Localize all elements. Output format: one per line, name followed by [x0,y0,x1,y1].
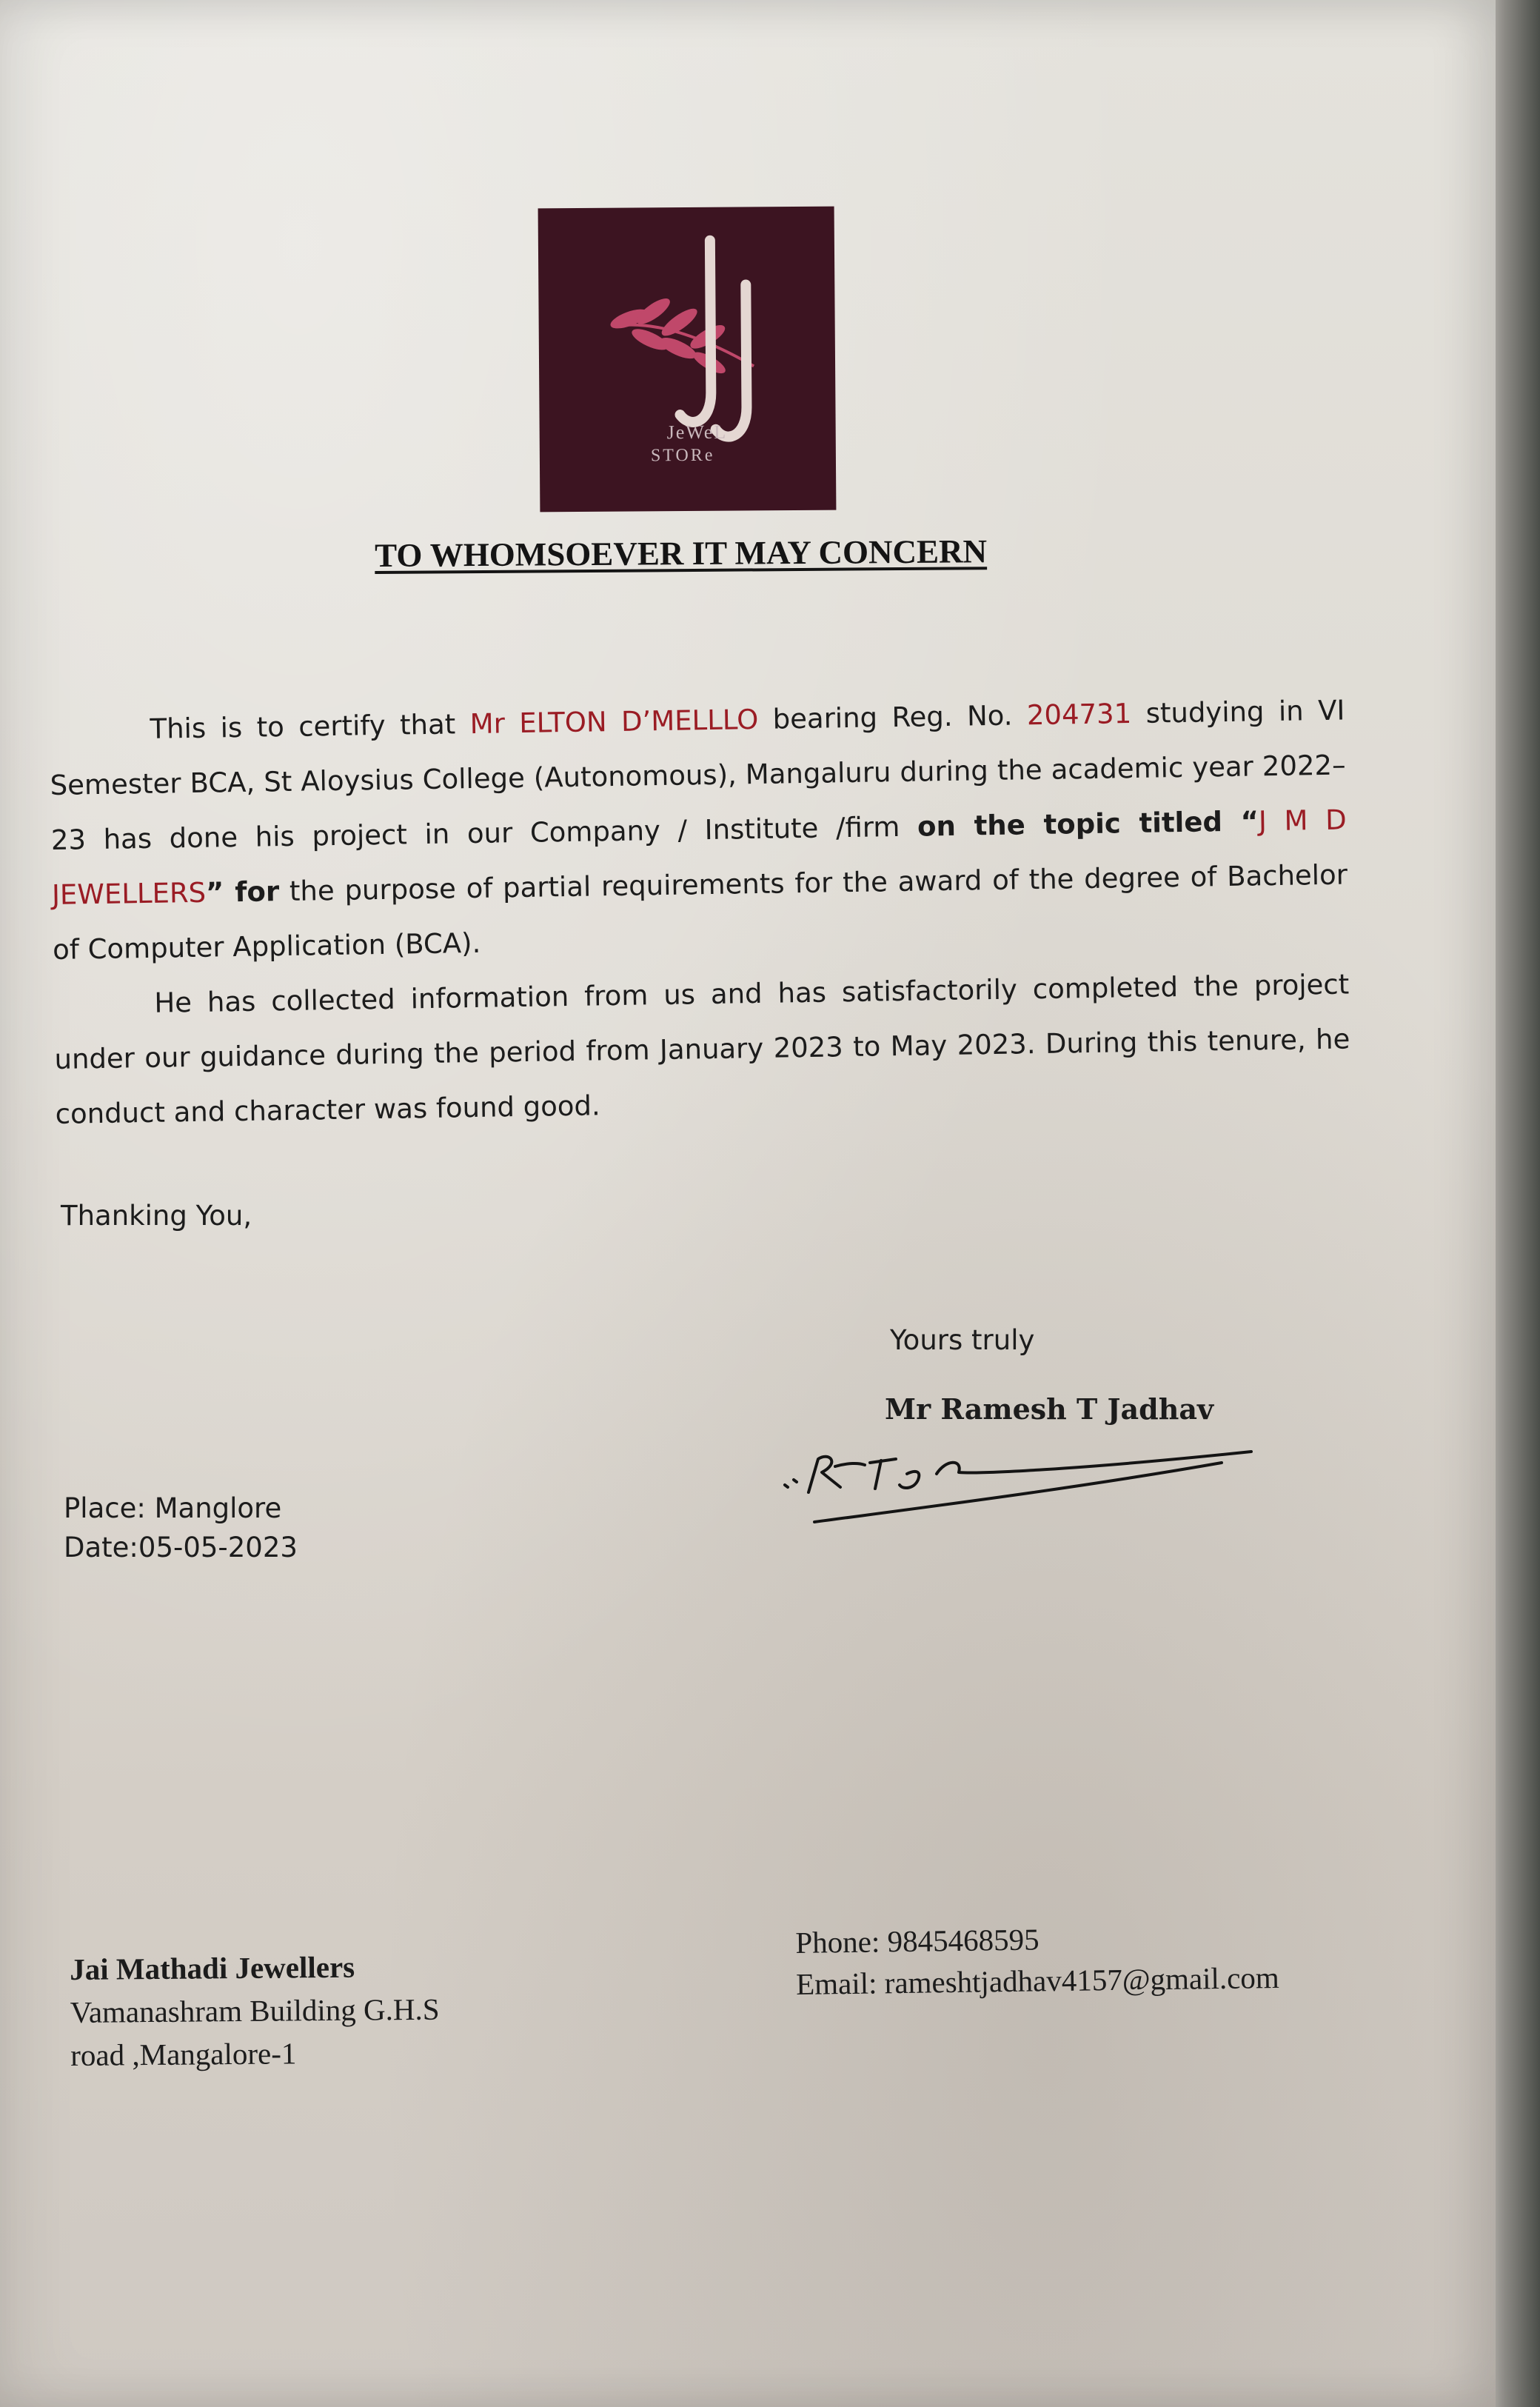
address-line-2: road ,Mangalore-1 [70,2036,297,2072]
date-line: Date:05-05-2023 [64,1532,298,1563]
leaf-branch-icon [609,294,754,378]
signatory-name: Mr Ramesh T Jadhav [885,1392,1214,1426]
certification-paragraph [49,684,1349,978]
para1-text-d: on the topic titled “ [917,805,1259,843]
logo-text-line1: JeWeL [666,421,728,444]
para1-text-a: This is to certify that [150,708,471,745]
company-address-block [70,1945,440,2077]
para1-text-b: bearing Reg. No. [757,699,1028,735]
company-logo [538,207,837,513]
logo-text-line2: STORe [650,445,715,466]
para1-text-c: studying in VI Semester BCA, St Aloysius College (Autonomous), Mangaluru during the academic year 2022– 23 has done his project in our Company / Institute /firm [50,694,1346,856]
monogram-jj-icon [679,240,747,437]
handwritten-signature [777,1429,1266,1533]
contact-block [795,1915,1279,2005]
para1-text-e: ” for [205,875,280,909]
para1-text-f: the purpose of partial requirements for the award of the degree of Bachelor of Computer Application (BCA). [52,858,1348,966]
phone-number: Phone: 9845468595 [795,1922,1040,1960]
student-name: Mr ELTON D’MELLLO [469,703,759,741]
letter-body [49,684,1351,1142]
project-topic: J M D JEWELLERS [51,804,1348,911]
email-address: Email: rameshtjadhav4157@gmail.com [795,1960,1280,2001]
closing-line: Yours truly [890,1324,1035,1356]
letter-heading: TO WHOMSOEVER IT MAY CONCERN [375,533,988,574]
address-line-1: Vamanashram Building G.H.S [70,1992,440,2029]
registration-number: 204731 [1026,698,1132,732]
company-name: Jai Mathadi Jewellers [70,1949,355,1986]
thanks-line: Thanking You, [61,1200,252,1232]
conduct-paragraph: He has collected information from us and has satisfactorily completed the project under our guidance during the period from January 2023 to May 2023. During this tenure, he conduct and character was found good. [54,968,1350,1130]
place-line: Place: Manglore [64,1492,282,1524]
